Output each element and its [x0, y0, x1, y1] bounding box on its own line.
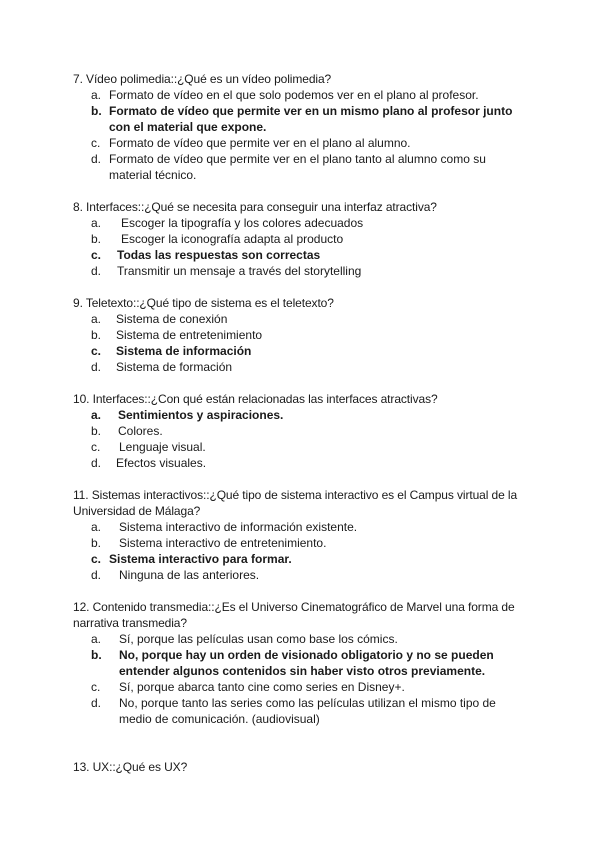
option-a: a. Escoger la tipografía y los colores adecuados [91, 216, 364, 230]
option-a: a. Sistema de conexión [91, 312, 228, 326]
option-c-correct: c. Sistema interactivo para formar. [91, 552, 292, 566]
option-d: d. Formato de vídeo que permite ver en el plano tanto al alumno como su material técnico. [91, 152, 486, 182]
question-text: 11. Sistemas interactivos::¿Qué tipo de sistema interactivo es el Campus virtual de la Universidad de Málaga? [73, 488, 518, 518]
option-d: d. Transmitir un mensaje a través del storytelling [91, 264, 362, 278]
option-b: b. Colores. [91, 424, 163, 438]
option-b: b. Escoger la iconografía adapta al producto [91, 232, 344, 246]
option-c-correct: c. Sistema de información [91, 344, 252, 358]
question-7 [73, 71, 528, 183]
question-12 [73, 599, 528, 727]
question-text: 7. Vídeo polimedia::¿Qué es un vídeo polimedia? [73, 72, 332, 86]
option-c: c. Sí, porque abarca tanto cine como series en Disney+. [91, 680, 405, 694]
question-text: 9. Teletexto::¿Qué tipo de sistema es el teletexto? [73, 296, 334, 310]
option-b-correct: b. Formato de vídeo que permite ver en un mismo plano al profesor junto con el material que expone. [91, 104, 513, 134]
question-text: 13. UX::¿Qué es UX? [73, 760, 188, 774]
question-13 [73, 759, 528, 775]
question-text: 8. Interfaces::¿Qué se necesita para conseguir una interfaz atractiva? [73, 200, 437, 214]
option-d: d. Efectos visuales. [91, 456, 207, 470]
question-text: 10. Interfaces::¿Con qué están relacionadas las interfaces atractivas? [73, 392, 438, 406]
question-8 [73, 199, 528, 279]
option-c: c. Lenguaje visual. [91, 440, 206, 454]
option-b: b. Sistema interactivo de entretenimiento. [91, 536, 327, 550]
option-c-correct: c. Todas las respuestas son correctas [91, 248, 321, 262]
question-text: 12. Contenido transmedia::¿Es el Universo Cinematográfico de Marvel una forma de narrativa transmedia? [73, 600, 515, 630]
question-9 [73, 295, 528, 375]
option-a: a. Sistema interactivo de información existente. [91, 520, 358, 534]
option-d: d. No, porque tanto las series como las películas utilizan el mismo tipo de medio de comunicación. (audiovisual) [91, 696, 496, 726]
option-d: d. Sistema de formación [91, 360, 233, 374]
question-11 [73, 487, 528, 583]
option-b-correct: b. No, porque hay un orden de visionado obligatorio y no se pueden entender algunos contenidos sin haber visto otros previamente. [91, 648, 494, 678]
question-10 [73, 391, 528, 471]
option-c: c. Formato de vídeo que permite ver en el plano al alumno. [91, 136, 411, 150]
option-d: d. Ninguna de las anteriores. [91, 568, 260, 582]
option-a: a. Formato de vídeo en el que solo podemos ver en el plano al profesor. [91, 88, 479, 102]
option-b: b. Sistema de entretenimiento [91, 328, 263, 342]
option-a-correct: a. Sentimientos y aspiraciones. [91, 408, 284, 422]
option-a: a. Sí, porque las películas usan como base los cómics. [91, 632, 398, 646]
